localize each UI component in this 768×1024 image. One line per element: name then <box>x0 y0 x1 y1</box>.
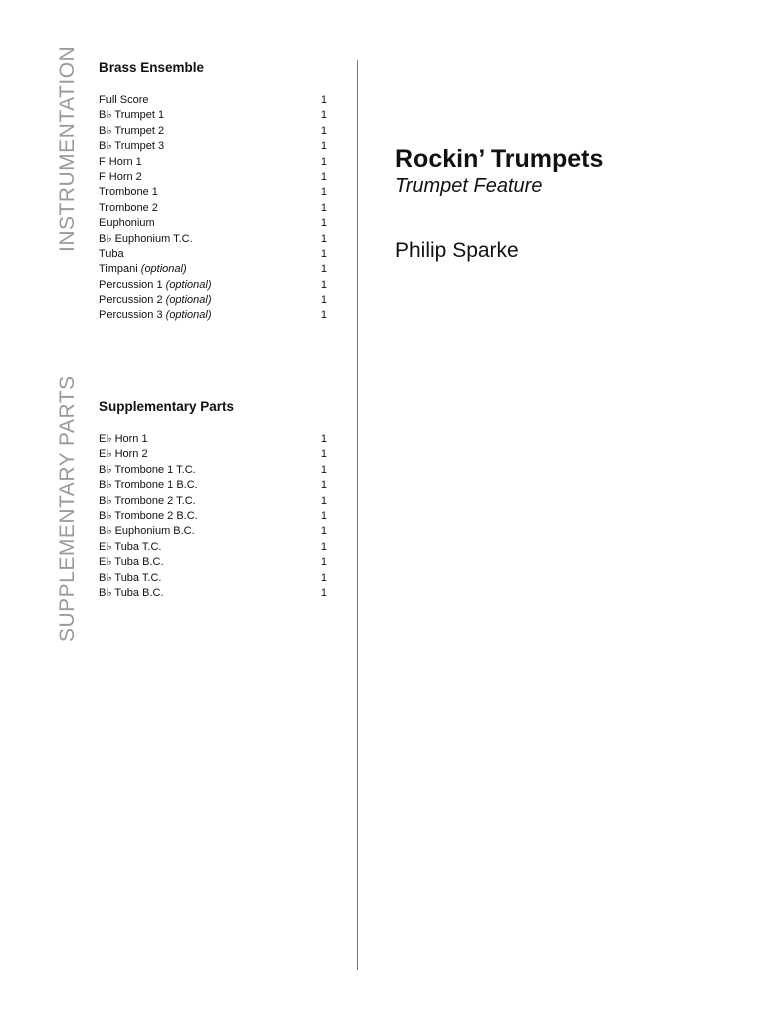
part-name <box>99 170 142 185</box>
part-name-text: F Horn 2 <box>99 170 142 183</box>
part-name <box>99 478 198 493</box>
part-quantity: 1 <box>320 463 327 476</box>
part-quantity: 1 <box>320 232 327 245</box>
part-name <box>99 262 187 277</box>
part-name-text: B♭ Trombone 2 B.C. <box>99 509 198 522</box>
part-name <box>99 93 149 108</box>
part-row <box>99 586 327 601</box>
supplementary-parts-heading: Supplementary Parts <box>99 399 235 414</box>
part-name <box>99 494 196 509</box>
part-name <box>99 247 124 262</box>
part-quantity: 1 <box>320 509 327 522</box>
part-name-text: Trombone 2 <box>99 201 158 214</box>
part-name <box>99 278 212 293</box>
part-quantity: 1 <box>320 309 327 322</box>
optional-note: (optional) <box>165 309 212 322</box>
part-quantity: 1 <box>320 540 327 553</box>
part-quantity: 1 <box>320 124 327 137</box>
part-name <box>99 432 148 447</box>
brass-ensemble-heading: Brass Ensemble <box>99 60 205 75</box>
composer-name: Philip Sparke <box>395 239 519 262</box>
part-name <box>99 155 142 170</box>
work-title: Rockin’ Trumpets <box>395 145 604 173</box>
part-row <box>99 124 327 139</box>
part-quantity: 1 <box>320 448 327 461</box>
part-row <box>99 262 327 277</box>
part-name <box>99 201 158 216</box>
part-row <box>99 524 327 539</box>
part-name <box>99 139 164 154</box>
part-quantity: 1 <box>320 201 327 214</box>
instrumentation-side-label: INSTRUMENTATION <box>56 45 79 252</box>
supplementary-parts-side-label: SUPPLEMENTARY PARTS <box>56 375 79 642</box>
part-name <box>99 216 155 231</box>
part-name-text: Timpani <box>99 263 141 276</box>
part-quantity: 1 <box>320 294 327 307</box>
part-row <box>99 478 327 493</box>
part-name-text: Percussion 2 <box>99 294 166 307</box>
part-row <box>99 232 327 247</box>
work-subtitle: Trumpet Feature <box>395 175 543 197</box>
part-name-text: Tuba <box>99 247 124 260</box>
part-name-text: E♭ Horn 2 <box>99 448 148 461</box>
part-quantity: 1 <box>320 479 327 492</box>
part-name-text: B♭ Euphonium T.C. <box>99 232 193 245</box>
part-row <box>99 494 327 509</box>
part-name <box>99 524 195 539</box>
part-name-text: B♭ Trumpet 3 <box>99 140 165 153</box>
part-row <box>99 170 327 185</box>
part-name-text: B♭ Trumpet 1 <box>99 109 165 122</box>
part-name-text: Percussion 1 <box>99 278 166 291</box>
part-quantity: 1 <box>320 525 327 538</box>
part-row <box>99 108 327 123</box>
part-name-text: B♭ Euphonium B.C. <box>99 525 195 538</box>
part-row <box>99 247 327 262</box>
part-name-text: Percussion 3 <box>99 309 166 322</box>
part-row <box>99 308 327 323</box>
part-row <box>99 293 327 308</box>
optional-note: (optional) <box>165 294 212 307</box>
part-quantity: 1 <box>320 247 327 260</box>
part-quantity: 1 <box>320 170 327 183</box>
part-quantity: 1 <box>320 186 327 199</box>
part-name <box>99 293 212 308</box>
part-row <box>99 432 327 447</box>
brass-ensemble-list <box>99 93 327 324</box>
part-name <box>99 108 164 123</box>
part-quantity: 1 <box>320 433 327 445</box>
part-row <box>99 185 327 200</box>
part-quantity: 1 <box>320 556 327 569</box>
part-name-text: E♭ Tuba B.C. <box>99 556 164 569</box>
part-name <box>99 185 158 200</box>
part-row <box>99 571 327 586</box>
part-row <box>99 139 327 154</box>
part-name <box>99 124 164 139</box>
part-name-text: E♭ Tuba T.C. <box>99 540 162 553</box>
part-name <box>99 308 212 323</box>
part-name-text: B♭ Trombone 2 T.C. <box>99 494 196 507</box>
part-name-text: B♭ Trumpet 2 <box>99 124 165 137</box>
part-row <box>99 463 327 478</box>
optional-note: (optional) <box>140 263 187 276</box>
part-name-text: F Horn 1 <box>99 155 142 168</box>
brass-ensemble-section <box>99 60 327 324</box>
part-row <box>99 201 327 216</box>
part-name <box>99 463 196 478</box>
part-row <box>99 155 327 170</box>
part-name <box>99 555 164 570</box>
part-name-text: B♭ Trombone 1 T.C. <box>99 463 196 476</box>
part-name <box>99 586 164 601</box>
supplementary-parts-list <box>99 432 327 601</box>
supplementary-parts-section <box>99 399 327 601</box>
part-row <box>99 216 327 231</box>
part-name-text: Euphonium <box>99 217 155 230</box>
part-name <box>99 571 161 586</box>
part-quantity: 1 <box>320 494 327 507</box>
part-name <box>99 540 161 555</box>
part-quantity: 1 <box>320 217 327 230</box>
part-name <box>99 509 198 524</box>
part-quantity: 1 <box>320 571 327 584</box>
part-quantity: 1 <box>320 140 327 153</box>
part-name-text: Trombone 1 <box>99 186 158 199</box>
part-quantity: 1 <box>320 278 327 291</box>
part-name <box>99 232 193 247</box>
part-row <box>99 540 327 555</box>
part-name-text: B♭ Tuba T.C. <box>99 571 162 584</box>
part-row <box>99 447 327 462</box>
part-name-text: Full Score <box>99 94 149 106</box>
part-quantity: 1 <box>320 94 327 106</box>
part-row <box>99 509 327 524</box>
part-name-text: B♭ Tuba B.C. <box>99 586 164 599</box>
vertical-divider <box>357 60 358 970</box>
part-quantity: 1 <box>320 263 327 276</box>
part-quantity: 1 <box>320 109 327 122</box>
part-row <box>99 93 327 108</box>
part-name-text: B♭ Trombone 1 B.C. <box>99 479 198 492</box>
part-name-text: E♭ Horn 1 <box>99 433 148 445</box>
part-quantity: 1 <box>320 155 327 168</box>
optional-note: (optional) <box>165 278 212 291</box>
part-name <box>99 447 148 462</box>
part-row <box>99 555 327 570</box>
part-quantity: 1 <box>320 586 327 599</box>
part-row <box>99 278 327 293</box>
